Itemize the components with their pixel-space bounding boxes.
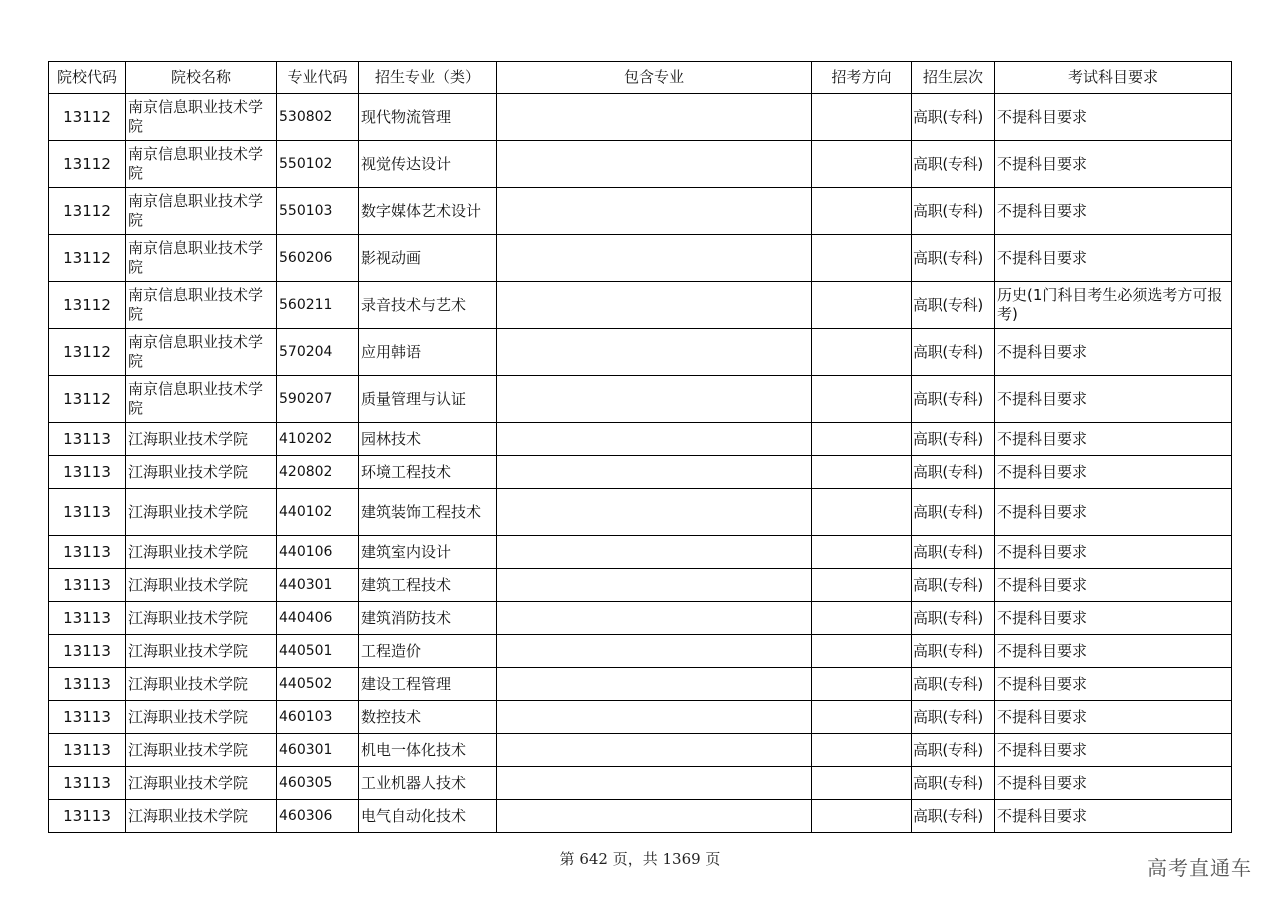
cell-direction — [812, 635, 912, 668]
cell-level: 高职(专科) — [912, 489, 995, 536]
cell-requirement: 不提科目要求 — [995, 767, 1232, 800]
cell-major-code: 440301 — [277, 569, 359, 602]
cell-direction — [812, 536, 912, 569]
cell-direction — [812, 141, 912, 188]
cell-direction — [812, 376, 912, 423]
cell-school-code: 13112 — [49, 376, 126, 423]
table-row — [49, 376, 1232, 423]
cell-requirement: 不提科目要求 — [995, 94, 1232, 141]
cell-level: 高职(专科) — [912, 701, 995, 734]
cell-requirement: 不提科目要求 — [995, 329, 1232, 376]
cell-requirement: 不提科目要求 — [995, 376, 1232, 423]
cell-major: 建筑消防技术 — [359, 602, 497, 635]
cell-level: 高职(专科) — [912, 188, 995, 235]
cell-requirement: 历史(1门科目考生必须选考方可报考) — [995, 282, 1232, 329]
cell-included-majors — [497, 188, 812, 235]
table-row — [49, 635, 1232, 668]
table-row — [49, 141, 1232, 188]
cell-major: 现代物流管理 — [359, 94, 497, 141]
cell-major-code: 460306 — [277, 800, 359, 833]
header-school-name: 院校名称 — [126, 62, 277, 94]
cell-school-name: 江海职业技术学院 — [126, 536, 277, 569]
header-level: 招生层次 — [912, 62, 995, 94]
cell-school-name: 江海职业技术学院 — [126, 668, 277, 701]
cell-requirement: 不提科目要求 — [995, 734, 1232, 767]
cell-included-majors — [497, 376, 812, 423]
cell-major-code: 420802 — [277, 456, 359, 489]
cell-major: 数控技术 — [359, 701, 497, 734]
cell-level: 高职(专科) — [912, 635, 995, 668]
cell-school-code: 13113 — [49, 800, 126, 833]
cell-major-code: 460305 — [277, 767, 359, 800]
header-school-code: 院校代码 — [49, 62, 126, 94]
table-row — [49, 94, 1232, 141]
cell-school-code: 13112 — [49, 329, 126, 376]
cell-included-majors — [497, 536, 812, 569]
table-row — [49, 668, 1232, 701]
cell-major-code: 530802 — [277, 94, 359, 141]
cell-major-code: 460103 — [277, 701, 359, 734]
cell-level: 高职(专科) — [912, 94, 995, 141]
cell-included-majors — [497, 141, 812, 188]
cell-school-code: 13113 — [49, 423, 126, 456]
cell-school-code: 13113 — [49, 536, 126, 569]
table-row — [49, 235, 1232, 282]
cell-major-code: 440106 — [277, 536, 359, 569]
cell-major-code: 560211 — [277, 282, 359, 329]
cell-requirement: 不提科目要求 — [995, 235, 1232, 282]
cell-school-code: 13113 — [49, 456, 126, 489]
cell-included-majors — [497, 569, 812, 602]
page-footer: 第 642 页，共 1369 页 — [559, 850, 721, 868]
table-row — [49, 536, 1232, 569]
cell-major: 机电一体化技术 — [359, 734, 497, 767]
cell-requirement: 不提科目要求 — [995, 188, 1232, 235]
cell-major: 录音技术与艺术 — [359, 282, 497, 329]
cell-school-name: 江海职业技术学院 — [126, 489, 277, 536]
cell-level: 高职(专科) — [912, 456, 995, 489]
cell-major-code: 590207 — [277, 376, 359, 423]
header-major-code: 专业代码 — [277, 62, 359, 94]
cell-level: 高职(专科) — [912, 602, 995, 635]
cell-school-name: 江海职业技术学院 — [126, 701, 277, 734]
cell-direction — [812, 423, 912, 456]
cell-school-name: 南京信息职业技术学院 — [126, 376, 277, 423]
cell-major: 建筑装饰工程技术 — [359, 489, 497, 536]
cell-direction — [812, 767, 912, 800]
cell-major-code: 550103 — [277, 188, 359, 235]
cell-major: 建筑工程技术 — [359, 569, 497, 602]
cell-school-code: 13113 — [49, 635, 126, 668]
table-header — [49, 62, 1232, 94]
cell-included-majors — [497, 635, 812, 668]
table-row — [49, 456, 1232, 489]
cell-school-code: 13113 — [49, 602, 126, 635]
cell-school-name: 江海职业技术学院 — [126, 423, 277, 456]
cell-requirement: 不提科目要求 — [995, 701, 1232, 734]
cell-major: 视觉传达设计 — [359, 141, 497, 188]
cell-school-name: 江海职业技术学院 — [126, 456, 277, 489]
cell-level: 高职(专科) — [912, 141, 995, 188]
cell-school-name: 南京信息职业技术学院 — [126, 94, 277, 141]
cell-direction — [812, 701, 912, 734]
cell-included-majors — [497, 456, 812, 489]
header-row — [49, 62, 1232, 94]
header-major: 招生专业（类） — [359, 62, 497, 94]
cell-major: 建筑室内设计 — [359, 536, 497, 569]
cell-level: 高职(专科) — [912, 800, 995, 833]
cell-school-code: 13113 — [49, 668, 126, 701]
cell-direction — [812, 456, 912, 489]
cell-direction — [812, 282, 912, 329]
cell-school-code: 13112 — [49, 235, 126, 282]
cell-major-code: 440102 — [277, 489, 359, 536]
cell-level: 高职(专科) — [912, 734, 995, 767]
cell-level: 高职(专科) — [912, 767, 995, 800]
cell-major: 质量管理与认证 — [359, 376, 497, 423]
header-included-majors: 包含专业 — [497, 62, 812, 94]
cell-included-majors — [497, 94, 812, 141]
cell-direction — [812, 329, 912, 376]
cell-direction — [812, 235, 912, 282]
cell-direction — [812, 489, 912, 536]
cell-major-code: 410202 — [277, 423, 359, 456]
cell-school-code: 13113 — [49, 734, 126, 767]
cell-major-code: 550102 — [277, 141, 359, 188]
cell-level: 高职(专科) — [912, 668, 995, 701]
cell-major-code: 570204 — [277, 329, 359, 376]
cell-major: 电气自动化技术 — [359, 800, 497, 833]
cell-school-name: 南京信息职业技术学院 — [126, 141, 277, 188]
cell-included-majors — [497, 734, 812, 767]
cell-level: 高职(专科) — [912, 235, 995, 282]
cell-included-majors — [497, 489, 812, 536]
cell-school-code: 13113 — [49, 701, 126, 734]
cell-school-name: 南京信息职业技术学院 — [126, 188, 277, 235]
cell-direction — [812, 602, 912, 635]
cell-major: 园林技术 — [359, 423, 497, 456]
cell-major: 工业机器人技术 — [359, 767, 497, 800]
cell-requirement: 不提科目要求 — [995, 456, 1232, 489]
cell-direction — [812, 800, 912, 833]
cell-included-majors — [497, 602, 812, 635]
cell-requirement: 不提科目要求 — [995, 635, 1232, 668]
cell-school-code: 13113 — [49, 489, 126, 536]
cell-requirement: 不提科目要求 — [995, 602, 1232, 635]
cell-requirement: 不提科目要求 — [995, 489, 1232, 536]
cell-included-majors — [497, 282, 812, 329]
cell-level: 高职(专科) — [912, 423, 995, 456]
cell-school-name: 南京信息职业技术学院 — [126, 235, 277, 282]
cell-major-code: 440502 — [277, 668, 359, 701]
table-row — [49, 701, 1232, 734]
cell-included-majors — [497, 329, 812, 376]
cell-requirement: 不提科目要求 — [995, 536, 1232, 569]
table-body — [49, 94, 1232, 833]
admissions-table — [48, 61, 1232, 833]
cell-school-code: 13112 — [49, 282, 126, 329]
table-row — [49, 734, 1232, 767]
table-row — [49, 489, 1232, 536]
cell-direction — [812, 668, 912, 701]
cell-requirement: 不提科目要求 — [995, 800, 1232, 833]
cell-major-code: 440406 — [277, 602, 359, 635]
cell-major-code: 560206 — [277, 235, 359, 282]
cell-school-code: 13112 — [49, 141, 126, 188]
cell-included-majors — [497, 767, 812, 800]
cell-level: 高职(专科) — [912, 569, 995, 602]
cell-major: 影视动画 — [359, 235, 497, 282]
cell-major: 应用韩语 — [359, 329, 497, 376]
cell-requirement: 不提科目要求 — [995, 569, 1232, 602]
cell-school-name: 江海职业技术学院 — [126, 635, 277, 668]
header-direction: 招考方向 — [812, 62, 912, 94]
table-row — [49, 423, 1232, 456]
table-row — [49, 282, 1232, 329]
table-row — [49, 188, 1232, 235]
cell-requirement: 不提科目要求 — [995, 668, 1232, 701]
cell-level: 高职(专科) — [912, 376, 995, 423]
cell-school-code: 13113 — [49, 569, 126, 602]
table-row — [49, 329, 1232, 376]
table-row — [49, 602, 1232, 635]
cell-major: 环境工程技术 — [359, 456, 497, 489]
cell-level: 高职(专科) — [912, 329, 995, 376]
table-row — [49, 767, 1232, 800]
cell-school-name: 江海职业技术学院 — [126, 602, 277, 635]
cell-major: 工程造价 — [359, 635, 497, 668]
cell-school-code: 13113 — [49, 767, 126, 800]
cell-major: 数字媒体艺术设计 — [359, 188, 497, 235]
cell-major: 建设工程管理 — [359, 668, 497, 701]
cell-level: 高职(专科) — [912, 282, 995, 329]
cell-school-code: 13112 — [49, 94, 126, 141]
cell-direction — [812, 569, 912, 602]
table-row — [49, 569, 1232, 602]
cell-school-name: 南京信息职业技术学院 — [126, 282, 277, 329]
header-requirement: 考试科目要求 — [995, 62, 1232, 94]
cell-school-name: 南京信息职业技术学院 — [126, 329, 277, 376]
cell-requirement: 不提科目要求 — [995, 141, 1232, 188]
cell-requirement: 不提科目要求 — [995, 423, 1232, 456]
cell-school-name: 江海职业技术学院 — [126, 800, 277, 833]
cell-level: 高职(专科) — [912, 536, 995, 569]
table-row — [49, 800, 1232, 833]
cell-school-name: 江海职业技术学院 — [126, 734, 277, 767]
cell-included-majors — [497, 668, 812, 701]
watermark: 高考直通车 — [1147, 856, 1252, 880]
cell-school-code: 13112 — [49, 188, 126, 235]
cell-included-majors — [497, 423, 812, 456]
cell-school-name: 江海职业技术学院 — [126, 569, 277, 602]
cell-direction — [812, 734, 912, 767]
cell-included-majors — [497, 235, 812, 282]
cell-direction — [812, 94, 912, 141]
cell-direction — [812, 188, 912, 235]
cell-school-name: 江海职业技术学院 — [126, 767, 277, 800]
cell-included-majors — [497, 800, 812, 833]
cell-included-majors — [497, 701, 812, 734]
cell-major-code: 460301 — [277, 734, 359, 767]
cell-major-code: 440501 — [277, 635, 359, 668]
